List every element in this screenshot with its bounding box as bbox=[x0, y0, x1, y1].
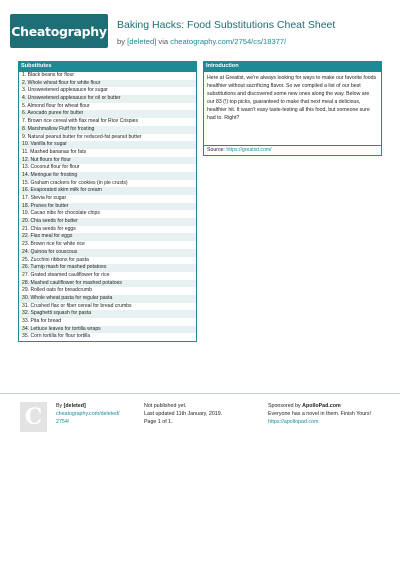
byline bbox=[117, 37, 286, 46]
page-count: Page 1 of 1. bbox=[144, 419, 173, 425]
source-label: Source: bbox=[207, 147, 225, 153]
substitute-item: 35. Corn tortilla for flour tortilla bbox=[22, 333, 91, 340]
substitute-item: 26. Turnip mash for mashed potatoes bbox=[19, 264, 196, 272]
substitute-item: 7. Brown rice cereal with flax meal for Rice Crispies bbox=[22, 118, 139, 125]
substitute-item: 14. Meringue for frosting bbox=[19, 172, 196, 180]
substitute-item: 9. Natural peanut butter for reduced-fat peanut butter bbox=[22, 133, 142, 140]
page-header bbox=[0, 0, 400, 60]
substitute-item: 34. Lettuce leaves for tortilla wraps bbox=[19, 326, 196, 334]
substitutes-section bbox=[18, 61, 197, 342]
substitute-item: 21. Chia seeds for eggs bbox=[22, 225, 76, 232]
substitute-item: 6. Avocado puree for butter bbox=[19, 110, 196, 118]
byline-by: by bbox=[117, 37, 126, 46]
substitute-item: 23. Brown rice for white rice bbox=[22, 241, 85, 248]
substitute-item: 3. Unsweetened applesauce for sugar bbox=[22, 87, 108, 94]
introduction-body bbox=[203, 72, 382, 156]
substitute-item: 19. Cacao nibs for chocolate chips bbox=[22, 210, 100, 217]
footer-author bbox=[56, 402, 141, 426]
substitute-item: 32. Spaghetti squash for pasta bbox=[19, 310, 196, 318]
footer-author-link[interactable]: cheatography.com/deleted/ bbox=[56, 411, 120, 417]
substitute-item: 2. Whole wheat flour for white flour bbox=[19, 80, 196, 88]
substitute-item: 18. Prunes for butter bbox=[19, 203, 196, 211]
footer-author-name: [deleted] bbox=[63, 403, 86, 409]
substitute-item: 28. Mashed cauliflower for mashed potatoes bbox=[19, 280, 196, 288]
logo-text: Cheatography bbox=[11, 23, 107, 39]
last-updated: Last updated 11th January, 2019. bbox=[144, 411, 223, 417]
substitute-item: 12. Nut flours for flour bbox=[19, 157, 196, 165]
published-status: Not published yet. bbox=[144, 403, 187, 409]
page-footer bbox=[0, 393, 400, 433]
footer-sponsor bbox=[268, 402, 383, 426]
substitute-item: 15. Graham crackers for cookies (in pie crusts) bbox=[22, 179, 128, 186]
byline-via: via bbox=[158, 37, 169, 46]
substitute-item: 20. Chia seeds for butter bbox=[19, 218, 196, 226]
introduction-section bbox=[203, 61, 382, 156]
substitutes-heading: Substitutes bbox=[18, 61, 197, 72]
substitute-item: 30. Whole wheat pasta for regular pasta bbox=[19, 295, 196, 303]
sponsor-link[interactable]: https://apollopad.com bbox=[268, 419, 319, 425]
sponsor-text: Everyone has a novel in them. Finish Yours! bbox=[268, 411, 372, 417]
footer-by-label: By bbox=[56, 403, 63, 409]
substitute-item: 10. Vanilla for sugar bbox=[19, 141, 196, 149]
substitute-item: 22. Flax meal for eggs bbox=[19, 233, 196, 241]
substitute-item: 13. Coconut flour for flour bbox=[22, 164, 80, 171]
author-link[interactable]: [deleted] bbox=[127, 37, 157, 46]
footer-author-id-link[interactable]: 2754/ bbox=[56, 419, 70, 425]
substitute-item: 16. Evaporated skim milk for cream bbox=[19, 187, 196, 195]
page-title: Baking Hacks: Food Substitutions Cheat Sheet bbox=[117, 19, 336, 31]
substitute-item: 29. Rolled oats for breadcrumb bbox=[22, 287, 92, 294]
source-line bbox=[204, 145, 381, 155]
substitutes-body bbox=[18, 72, 197, 342]
substitute-item: 8. Marshmallow Fluff for frosting bbox=[19, 126, 196, 134]
substitute-item: 25. Zucchini ribbons for pasta bbox=[22, 256, 89, 263]
cheatography-logo[interactable] bbox=[10, 14, 108, 48]
source-link[interactable]: https://greatist.com/ bbox=[226, 147, 272, 153]
substitute-item: 11. Mashed bananas for fats bbox=[22, 148, 87, 155]
sponsor-prefix: Sponsored by bbox=[268, 403, 301, 409]
author-avatar[interactable] bbox=[20, 402, 47, 432]
substitute-item: 17. Stevia for sugar bbox=[22, 195, 67, 201]
substitute-item: 4. Unsweetened applesauce for oil or butter bbox=[19, 95, 196, 103]
sponsor-name: ApolloPad.com bbox=[302, 403, 341, 409]
substitute-item: 33. Pita for bread bbox=[22, 318, 62, 324]
sheet-url-link[interactable]: cheatography.com/2754/cs/18377/ bbox=[170, 37, 287, 46]
substitute-item: 24. Quinoa for couscous bbox=[19, 249, 196, 257]
footer-status bbox=[144, 402, 244, 426]
avatar-letter: C bbox=[24, 404, 43, 430]
substitute-item: 1. Black beans for flour bbox=[22, 72, 75, 78]
substitute-item: 31. Crushed flax or fiber cereal for bread crumbs bbox=[22, 302, 132, 309]
substitute-item: 5. Almond flour for wheat flour bbox=[22, 102, 90, 109]
substitutes-list bbox=[19, 72, 196, 341]
substitute-item: 27. Grated steamed cauliflower for rice bbox=[22, 271, 110, 278]
introduction-heading: Introduction bbox=[203, 61, 382, 72]
introduction-text: Here at Greatist, we're always looking for ways to make our favorite foods healthier without sacrificing flavor. So we compiled a list of our best substitutions and discovered some new ones along the way. Below are our 83 (!) top picks, guaranteed to make that next meal a delicious, healthier hit. It wasn't easy taste-testing all this food, but someone sure had to. Right? bbox=[207, 75, 377, 122]
